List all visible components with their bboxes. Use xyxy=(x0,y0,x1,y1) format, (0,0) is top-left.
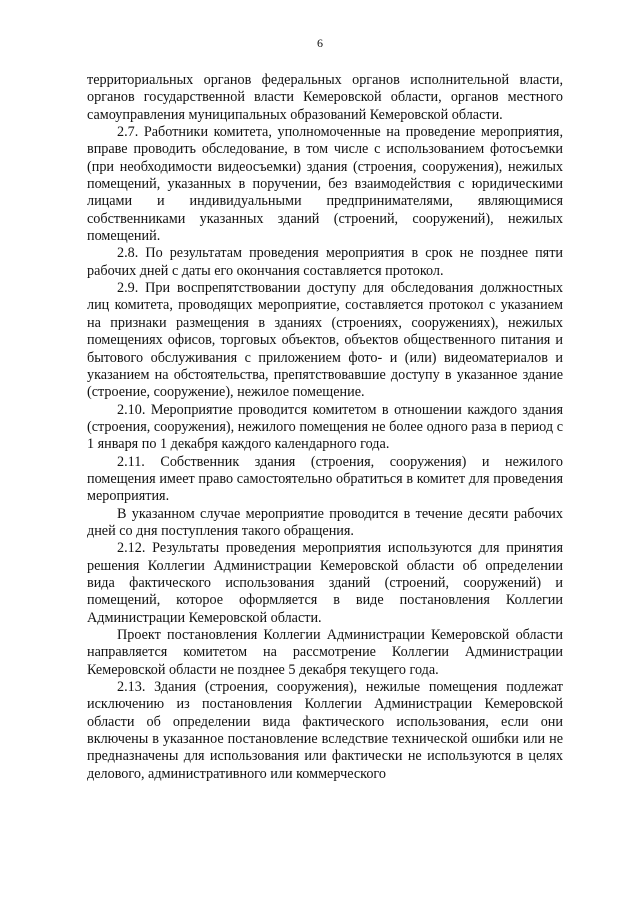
paragraph: В указанном случае мероприятие проводится в течение десяти рабочих дней со дня поступления такого обращения. xyxy=(87,505,563,539)
paragraph: территориальных органов федеральных органов исполнительной власти, органов государственной власти Кемеровской области, органов местного самоуправления муниципальных образований Кемеровской области. xyxy=(87,72,563,123)
page-number: 6 xyxy=(317,36,323,50)
paragraph: 2.10. Мероприятие проводится комитетом в отношении каждого здания (строения, сооружения), нежилого помещения не более одного раза в период с 1 января по 1 декабря каждого календарного года. xyxy=(87,401,563,453)
paragraph: 2.9. При воспрепятствовании доступу для обследования должностных лиц комитета, проводящих мероприятие, составляется протокол с указанием на признаки размещения в зданиях (строениях, сооружениях), нежилых помещениях офисов, торговых объектов, объектов общественного питания и бытового обслуживания с приложением фото- и (или) видеоматериалов и указанием на обстоятельства, препятствовавшие доступу в указанное здание (строение, сооружение), нежилое помещение. xyxy=(87,280,563,401)
paragraph: 2.11. Собственник здания (строения, сооружения) и нежилого помещения имеет право самостоятельно обратиться в комитет для проведения мероприятия. xyxy=(87,453,563,505)
paragraph: 2.8. По результатам проведения мероприятия в срок не позднее пяти рабочих дней с даты его окончания составляется протокол. xyxy=(87,245,563,279)
paragraph: Проект постановления Коллегии Администрации Кемеровской области направляется комитетом на рассмотрение Коллегии Администрации Кемеровской области не позднее 5 декабря текущего года. xyxy=(87,627,563,678)
document-body xyxy=(87,72,563,783)
paragraph: 2.12. Результаты проведения мероприятия используются для принятия решения Коллегии Администрации Кемеровской области об определении вида фактического использования зданий (строений, сооружений) и помещений, которое оформляется в виде постановления Коллегии Администрации Кемеровской области. xyxy=(87,540,563,626)
paragraph: 2.7. Работники комитета, уполномоченные на проведение мероприятия, вправе проводить обследование, в том числе с использованием фотосъемки (при необходимости видеосъемки) здания (строения, сооружения), нежилых помещений, указанных в поручении, без взаимодействия с юридическими лицами и индивидуальными предпринимателями, являющимися собственниками указанных зданий (строений, сооружений), нежилых помещений. xyxy=(87,124,563,245)
paragraph: 2.13. Здания (строения, сооружения), нежилые помещения подлежат исключению из постановления Коллегии Администрации Кемеровской области об определении вида фактического использования, если они включены в указанное постановление вследствие технической ошибки или не предназначены для использования или фактически не используются в целях делового, административного или коммерческого xyxy=(87,679,563,782)
